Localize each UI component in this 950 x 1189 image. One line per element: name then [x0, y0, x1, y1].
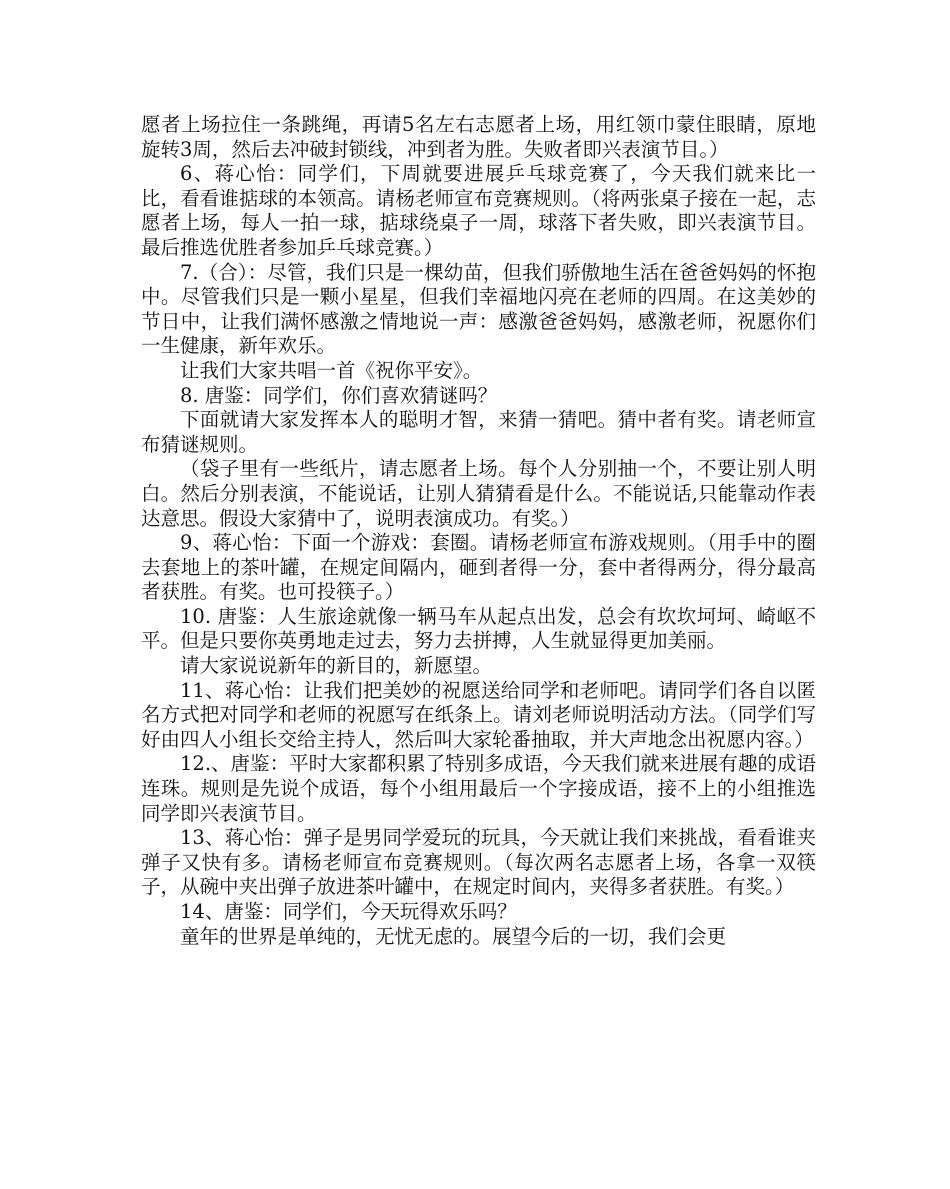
paragraph: 10. 唐鉴：人生旅途就像一辆马车从起点出发，总会有坎坎坷坷、崎岖不平。但是只要你英勇地走过去，努力去拼搏，人生就显得更加美丽。: [141, 604, 816, 653]
paragraph: 7.（合）：尽管，我们只是一棵幼苗，但我们骄傲地生活在爸爸妈妈的怀抱中。尽管我们只是一颗小星星，但我们幸福地闪亮在老师的四周。在这美妙的节日中，让我们满怀感激之情地说一声：感激爸爸妈妈，感激老师，祝愿你们一生健康，新年欢乐。: [141, 260, 816, 358]
paragraph: 8. 唐鉴：同学们，你们喜欢猜谜吗？: [180, 383, 498, 407]
paragraph: 9、蒋心怡：下面一个游戏：套圈。请杨老师宣布游戏规则。（用手中的圈去套地上的茶叶罐，在规定间隔内，砸到者得一分，套中者得两分，得分最高者获胜。有奖。也可投筷子。）: [141, 531, 816, 604]
paragraph: 愿者上场拉住一条跳绳，再请5名左右志愿者上场，用红领巾蒙住眼睛，原地旋转3周，然后去冲破封锁线，冲到者为胜。失败者即兴表演节目。）: [141, 113, 816, 161]
paragraph: 13、蒋心怡：弹子是男同学爱玩的玩具，今天就让我们来挑战，看看谁夹弹子又快有多。请杨老师宣布竞赛规则。（每次两名志愿者上场，各拿一双筷子，从碗中夹出弹子放进茶叶罐中，在规定时间内，夹得多者获胜。有奖。）: [141, 826, 816, 899]
paragraph: 童年的世界是单纯的，无忧无虑的。展望今后的一切，我们会更: [180, 924, 727, 948]
document-body: [141, 113, 816, 949]
paragraph: 让我们大家共唱一首《祝你平安》。: [180, 358, 483, 382]
paragraph: 12.、唐鉴：平时大家都积累了特别多成语，今天我们就来进展有趣的成语连珠。规则是先说个成语，每个小组用最后一个字接成语，接不上的小组推选同学即兴表演节目。: [141, 752, 816, 825]
paragraph: （袋子里有一些纸片，请志愿者上场。每个人分别抽一个，不要让别人明白。然后分别表演，不能说话，让别人猜猜看是什么。不能说话,只能靠动作表达意思。假设大家猜中了，说明表演成功。有奖。）: [141, 457, 816, 530]
paragraph: 14、唐鉴：同学们，今天玩得欢乐吗？: [180, 900, 517, 923]
paragraph: 11、蒋心怡：让我们把美妙的祝愿送给同学和老师吧。请同学们各自以匿名方式把对同学和老师的祝愿写在纸条上。请刘老师说明活动方法。（同学们写好由四人小组长交给主持人，然后叫大家轮番抽取，并大声地念出祝愿内容。）: [141, 678, 816, 751]
paragraph: 6、蒋心怡：同学们，下周就要进展乒乓球竞赛了，今天我们就来比一比，看看谁掂球的本领高。请杨老师宣布竞赛规则。（将两张桌子接在一起，志愿者上场，每人一拍一球，掂球绕桌子一周，球落下者失败，即兴表演节目。最后推选优胜者参加乒乓球竞赛。）: [141, 162, 816, 259]
paragraph: 下面就请大家发挥本人的聪明才智，来猜一猜吧。猜中者有奖。请老师宣布猜谜规则。: [141, 408, 816, 456]
paragraph: 请大家说说新年的新目的，新愿望。: [180, 654, 493, 678]
